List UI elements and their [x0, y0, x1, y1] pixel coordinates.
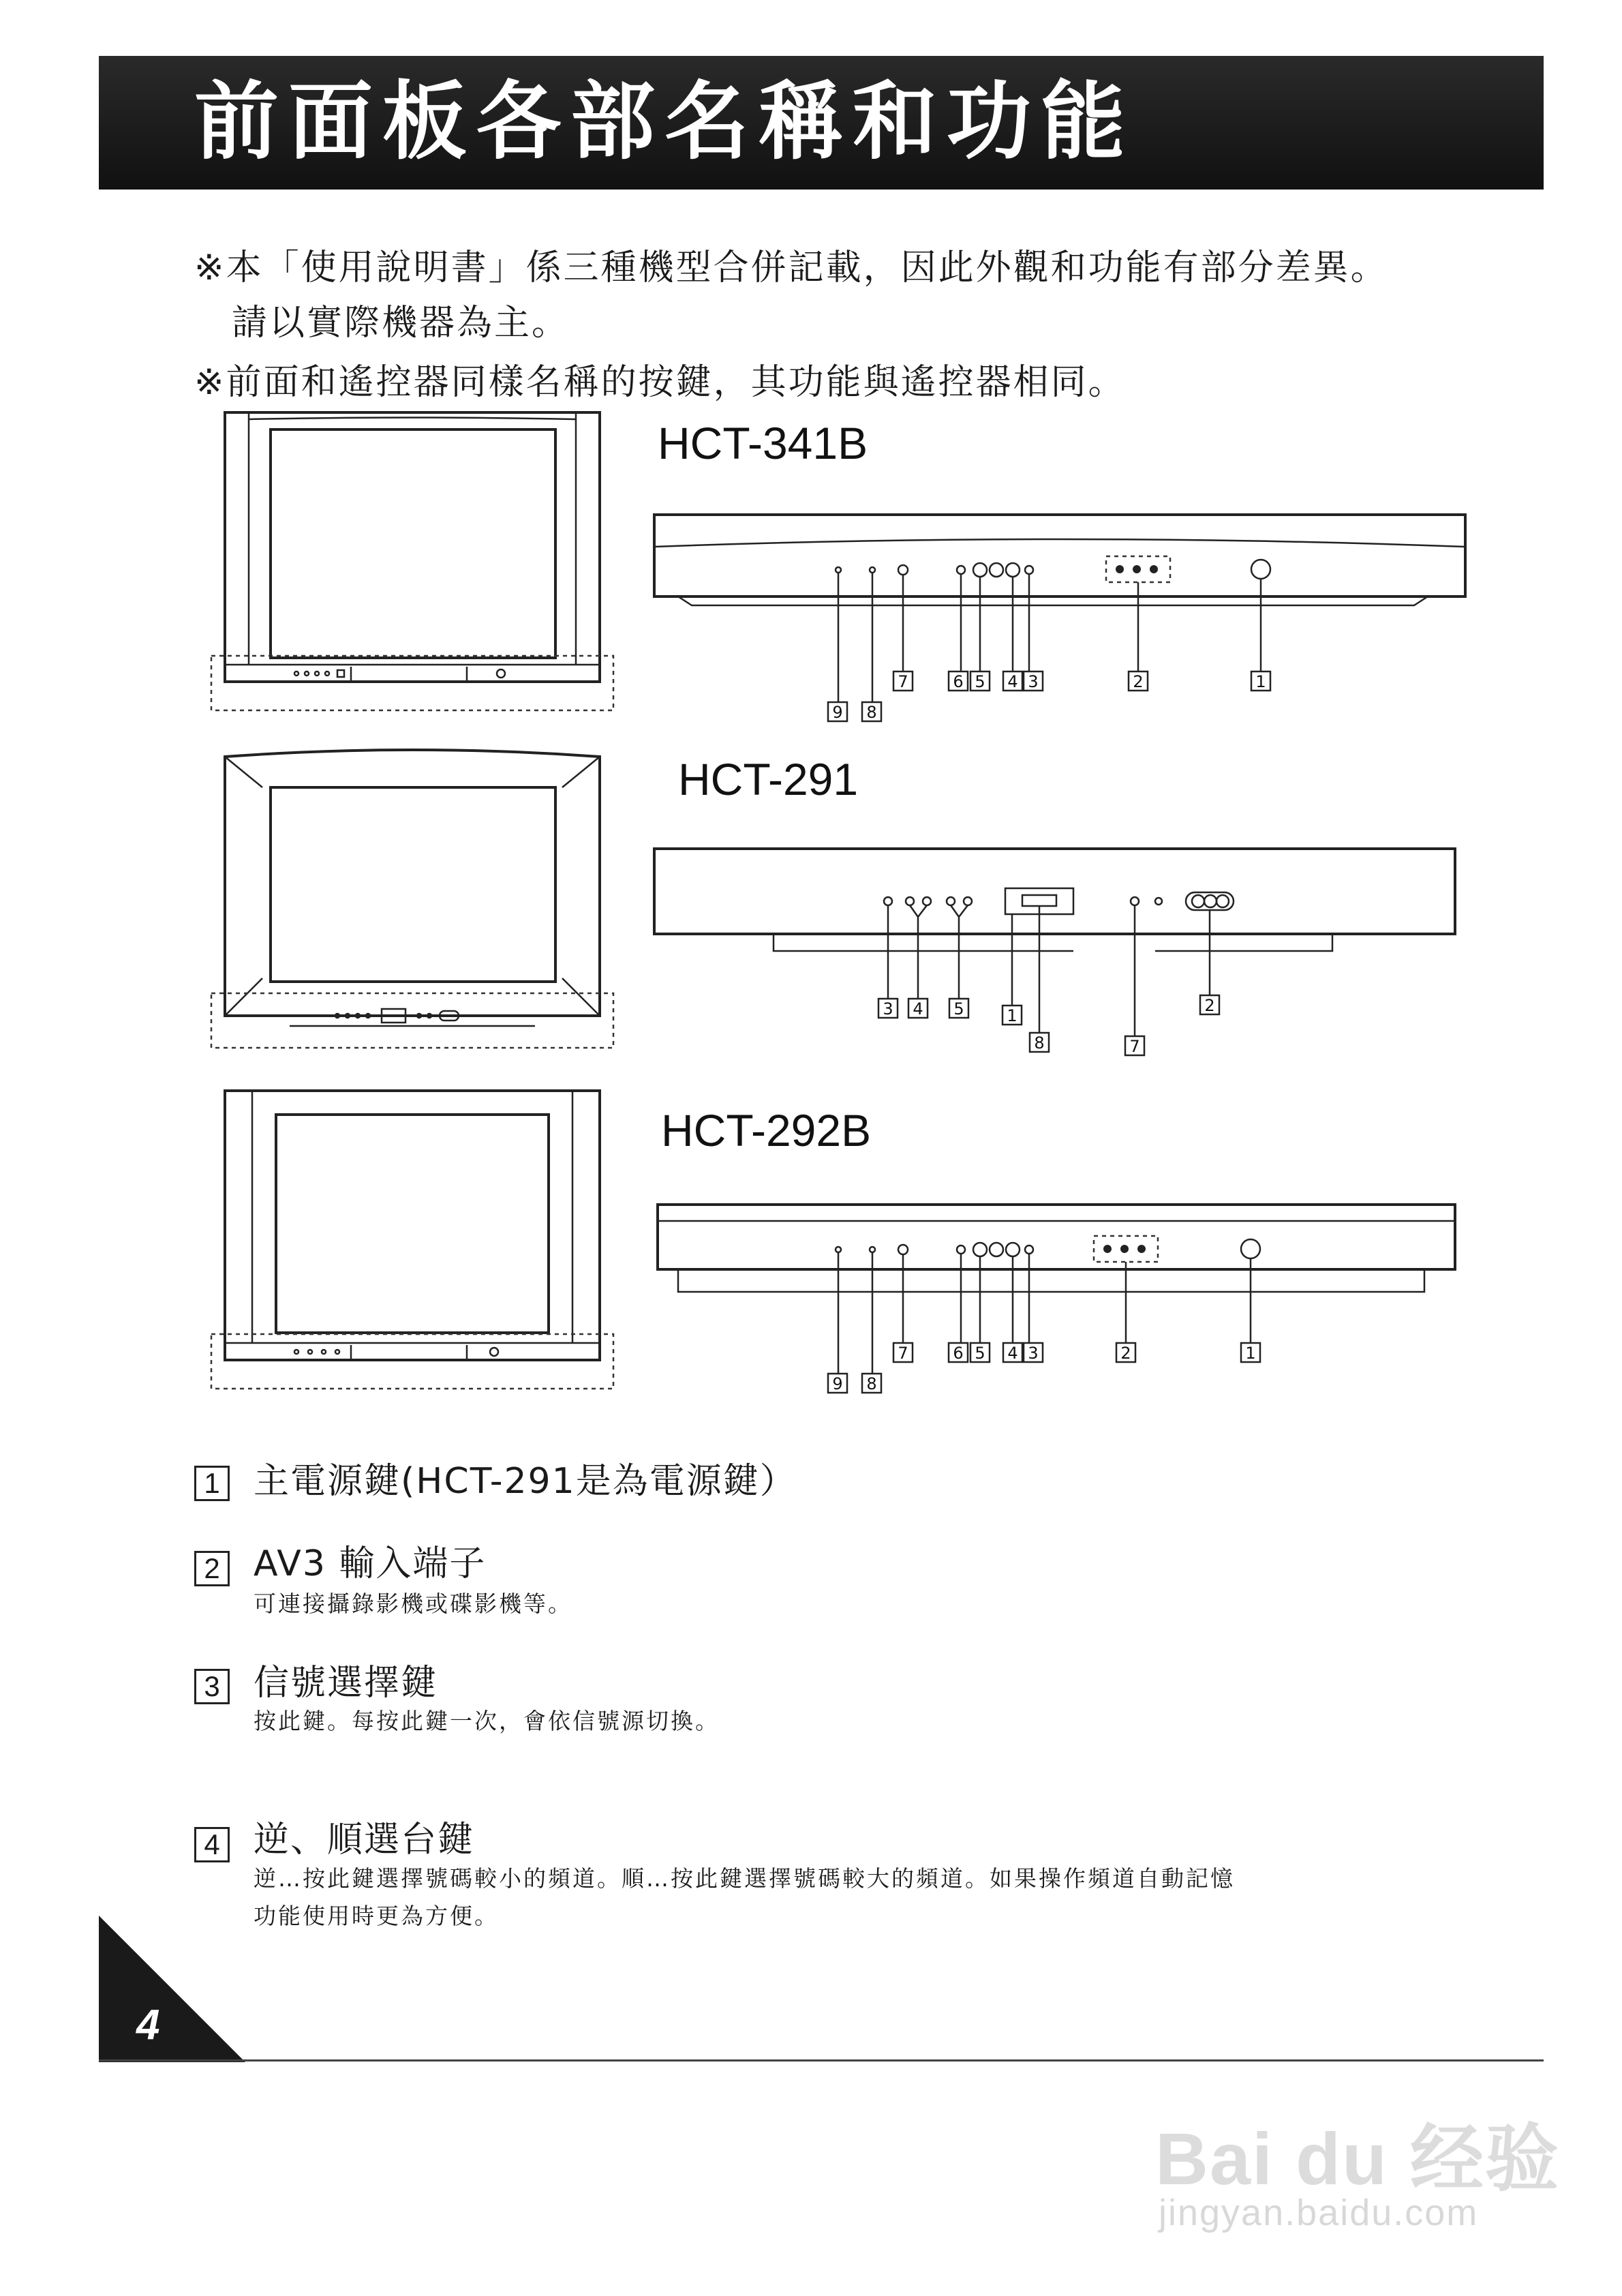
callout-9 — [828, 702, 847, 722]
svg-text:4: 4 — [1007, 1344, 1018, 1363]
svg-text:3: 3 — [1028, 1344, 1039, 1363]
callout-4 — [1003, 1343, 1022, 1363]
svg-text:9: 9 — [832, 1374, 843, 1393]
model-label-hct-291: HCT-291 — [678, 754, 859, 804]
page-number: 4 — [136, 2002, 160, 2049]
item-number-box: 3 — [194, 1669, 230, 1704]
header-banner — [99, 56, 1544, 190]
callout-5 — [949, 999, 968, 1018]
svg-text:6: 6 — [953, 1344, 964, 1363]
item-number-box: 4 — [194, 1827, 230, 1862]
tv-front-illustration-hct-341b — [208, 409, 617, 716]
callout-6 — [949, 671, 968, 691]
svg-text:7: 7 — [1129, 1037, 1140, 1056]
callout-9 — [828, 1374, 847, 1393]
callout-4 — [908, 999, 928, 1018]
svg-text:4: 4 — [913, 999, 923, 1018]
svg-text:5: 5 — [953, 999, 964, 1018]
page-title: 前面板各部名稱和功能 — [194, 73, 1135, 171]
tv-front-illustration-hct-291 — [208, 746, 617, 1053]
svg-text:1: 1 — [1007, 1006, 1017, 1025]
bottom-rule — [99, 2059, 1544, 2061]
svg-text:4: 4 — [1007, 672, 1018, 691]
callout-2 — [1116, 1343, 1135, 1363]
note-line-3: ※前面和遙控器同樣名稱的按鍵，其功能與遙控器相同。 — [194, 362, 1126, 403]
callout-2 — [1129, 671, 1148, 691]
callout-1 — [1241, 1343, 1260, 1363]
item-description: 逆…按此鍵選擇號碼較小的頻道。順…按此鍵選擇號碼較大的頻道。如果操作頻道自動記憶 — [254, 1865, 1235, 1892]
item-title: 信號選擇鍵 — [254, 1663, 438, 1704]
model-label-hct-341b: HCT-341B — [658, 418, 868, 468]
tv-front-illustration-hct-292b — [208, 1087, 617, 1394]
svg-text:5: 5 — [975, 1344, 985, 1363]
svg-text:3: 3 — [1028, 672, 1039, 691]
front-panel-diagram-hct-291 — [651, 835, 1475, 1081]
item-number-box: 2 — [194, 1551, 230, 1586]
item-title: 逆、順選台鍵 — [254, 1819, 475, 1860]
callout-3 — [878, 999, 898, 1018]
svg-text:1: 1 — [1245, 1344, 1256, 1363]
svg-text:7: 7 — [898, 1344, 908, 1363]
item-description: 按此鍵。每按此鍵一次，會依信號源切換。 — [254, 1708, 720, 1734]
svg-text:2: 2 — [1120, 1344, 1131, 1363]
callout-7 — [893, 671, 913, 691]
watermark-logo: Bai du 经验 — [1155, 2117, 1561, 2200]
callout-2 — [1200, 995, 1219, 1015]
front-panel-diagram-hct-341b — [651, 504, 1475, 729]
svg-text:1: 1 — [1255, 672, 1266, 691]
callout-5 — [970, 671, 990, 691]
watermark-url: jingyan.baidu.com — [1159, 2192, 1479, 2233]
callout-7 — [1125, 1036, 1144, 1056]
callout-6 — [949, 1343, 968, 1363]
svg-text:6: 6 — [953, 672, 964, 691]
svg-text:8: 8 — [866, 1374, 877, 1393]
svg-text:3: 3 — [883, 999, 893, 1018]
callout-1 — [1003, 1006, 1022, 1025]
note-line-1: ※本「使用說明書」係三種機型合併記載，因此外觀和功能有部分差異。 — [194, 247, 1388, 288]
callout-7 — [893, 1343, 913, 1363]
item-title: 主電源鍵(HCT-291是為電源鍵） — [254, 1461, 797, 1502]
callout-8 — [862, 1374, 881, 1393]
item-number-box: 1 — [194, 1466, 230, 1501]
callout-1 — [1251, 671, 1270, 691]
page-corner-tab — [99, 1916, 245, 2062]
model-label-hct-292b: HCT-292B — [661, 1105, 872, 1155]
item-title: AV3 輸入端子 — [254, 1543, 487, 1584]
callout-8 — [862, 702, 881, 722]
front-panel-diagram-hct-292b — [651, 1196, 1475, 1408]
callout-4 — [1003, 671, 1022, 691]
callout-5 — [970, 1343, 990, 1363]
callout-3 — [1024, 1343, 1043, 1363]
item-description: 可連接攝錄影機或碟影機等。 — [254, 1590, 572, 1617]
callout-3 — [1024, 671, 1043, 691]
callout-8 — [1030, 1033, 1049, 1053]
svg-text:8: 8 — [866, 703, 877, 722]
svg-text:8: 8 — [1034, 1033, 1045, 1053]
item-description-continued: 功能使用時更為方便。 — [254, 1903, 499, 1929]
svg-text:2: 2 — [1133, 672, 1144, 691]
svg-text:7: 7 — [898, 672, 908, 691]
svg-text:9: 9 — [832, 703, 843, 722]
svg-text:5: 5 — [975, 672, 985, 691]
svg-text:2: 2 — [1204, 996, 1215, 1015]
note-line-2: 請以實際機器為主。 — [232, 303, 570, 344]
